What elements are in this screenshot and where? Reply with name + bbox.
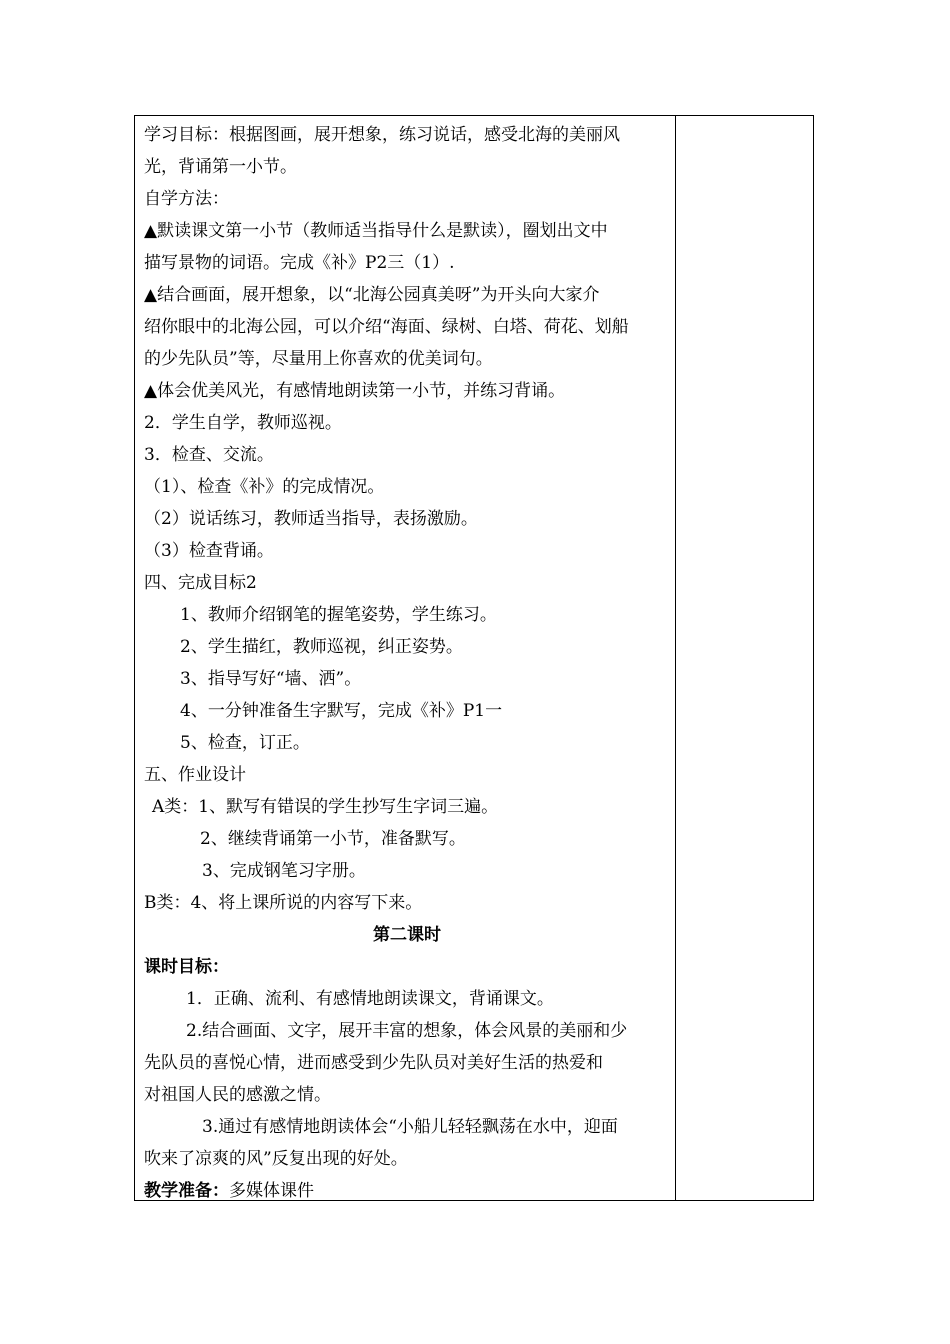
text-line: 学习目标：根据图画，展开想象，练习说话，感受北海的美丽风 [144, 125, 620, 145]
text-line: 自学方法： [144, 189, 229, 209]
text-line: 1、教师介绍钢笔的握笔姿势，学生练习。 [180, 605, 497, 625]
text-line: 2、学生描红，教师巡视，纠正姿势。 [180, 637, 463, 657]
text-line: ▲结合画面，展开想象，以“北海公园真美呀”为开头向大家介 [144, 285, 600, 305]
text-line: ▲体会优美风光，有感情地朗读第一小节，并练习背诵。 [144, 381, 566, 401]
teaching-prep-value: 多媒体课件 [229, 1181, 314, 1201]
text-line: 绍你眼中的北海公园，可以介绍“海面、绿树、白塔、荷花、划船 [144, 317, 629, 337]
text-line: 2、继续背诵第一小节，准备默写。 [200, 829, 466, 849]
text-line: 先队员的喜悦心情，进而感受到少先队员对美好生活的热爱和 [144, 1053, 603, 1073]
lesson-plan-content [144, 119, 670, 1207]
text-line: （2）说话练习，教师适当指导，表扬激励。 [144, 509, 478, 529]
text-line: 2.结合画面、文字，展开丰富的想象，体会风景的美丽和少 [186, 1021, 628, 1041]
text-line: B类：4、将上课所说的内容写下来。 [144, 893, 423, 913]
text-line: 对祖国人民的感激之情。 [144, 1085, 331, 1105]
text-line: 吹来了凉爽的风”反复出现的好处。 [144, 1149, 408, 1169]
section-heading: 第二课时 [373, 925, 441, 945]
text-line: 课时目标： [144, 957, 229, 977]
text-line: 2．学生自学，教师巡视。 [144, 413, 342, 433]
text-line: 3．检查、交流。 [144, 445, 274, 465]
text-line: 描写景物的词语。完成《补》P2三（1）. [144, 253, 455, 273]
table-column-divider [675, 115, 676, 1201]
text-line: 4、一分钟准备生字默写，完成《补》P1一 [180, 701, 503, 721]
text-line: 光，背诵第一小节。 [144, 157, 297, 177]
text-line: （3）检查背诵。 [144, 541, 274, 561]
text-line: 的少先队员”等，尽量用上你喜欢的优美词句。 [144, 349, 493, 369]
text-line: 5、检查，订正。 [180, 733, 310, 753]
teaching-prep-line [144, 1175, 670, 1207]
text-line: 五、作业设计 [144, 765, 246, 785]
text-line: 3.通过有感情地朗读体会“小船儿轻轻飘荡在水中，迎面 [202, 1117, 618, 1137]
text-line: 1．正确、流利、有感情地朗读课文，背诵课文。 [186, 989, 554, 1009]
text-line: （1）、检查《补》的完成情况。 [144, 477, 385, 497]
text-line: ▲默读课文第一小节（教师适当指导什么是默读），圈划出文中 [144, 221, 608, 241]
text-line: 四、完成目标2 [144, 573, 257, 593]
text-line: A类：1、默写有错误的学生抄写生字词三遍。 [152, 797, 499, 817]
text-line: 3、指导写好“墙、洒”。 [180, 669, 362, 689]
text-line: 3、完成钢笔习字册。 [202, 861, 366, 881]
teaching-prep-label: 教学准备： [144, 1181, 229, 1201]
